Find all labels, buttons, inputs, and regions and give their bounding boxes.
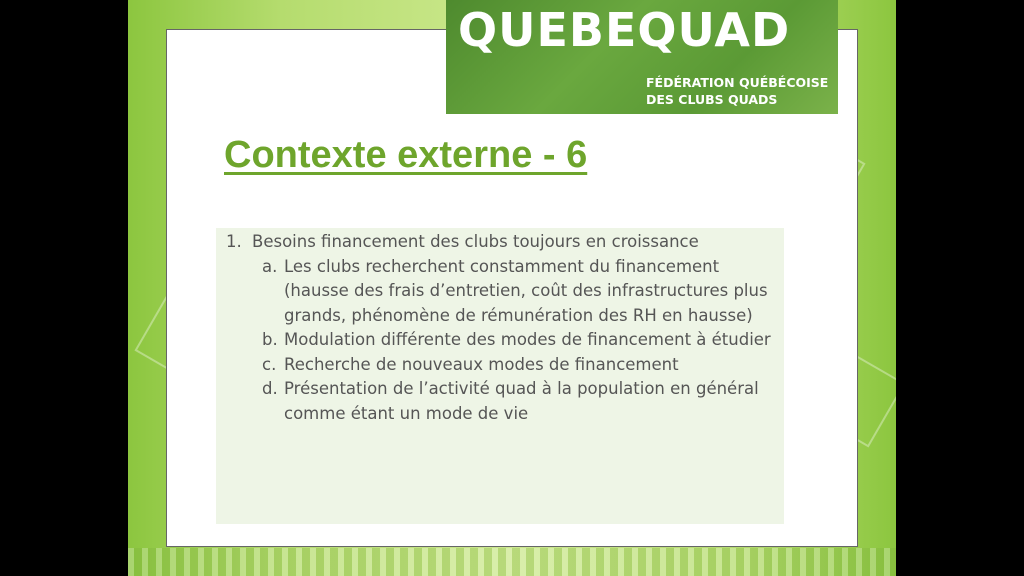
sub-list-item <box>226 377 774 426</box>
list-item <box>226 230 774 255</box>
sub-list-item <box>226 353 774 378</box>
sub-list-item <box>226 328 774 353</box>
slide-title: Contexte externe - 6 <box>224 134 588 176</box>
sub-list-text: Les clubs recherchent constamment du financement (hausse des frais d’entretien, coût des infrastructures plus grands, phénomène de rémunération des RH en hausse) <box>284 256 768 325</box>
logo-wordmark: QUEBEQUAD <box>458 3 791 57</box>
content-box <box>216 228 784 524</box>
sub-list-marker: b. <box>262 330 278 349</box>
sub-list-text: Modulation différente des modes de financement à étudier <box>284 330 771 349</box>
sub-list-marker: d. <box>262 379 278 398</box>
list-number: 1. <box>226 232 242 251</box>
bottom-stripe <box>128 548 896 576</box>
logo-subtitle <box>646 74 828 108</box>
quebequad-logo <box>446 0 838 114</box>
logo-subtitle-line1: FÉDÉRATION QUÉBÉCOISE <box>646 75 829 90</box>
sub-list-item <box>226 255 774 329</box>
sub-list-marker: c. <box>262 354 277 374</box>
sub-list-text: Recherche de nouveaux modes de financement <box>284 354 679 374</box>
sub-list-text: Présentation de l’activité quad à la population en général comme étant un mode de vie <box>284 379 759 423</box>
logo-subtitle-line2: DES CLUBS QUADS <box>646 92 778 107</box>
sub-list-marker: a. <box>262 256 278 276</box>
list-item-text: Besoins financement des clubs toujours en croissance <box>252 232 699 251</box>
